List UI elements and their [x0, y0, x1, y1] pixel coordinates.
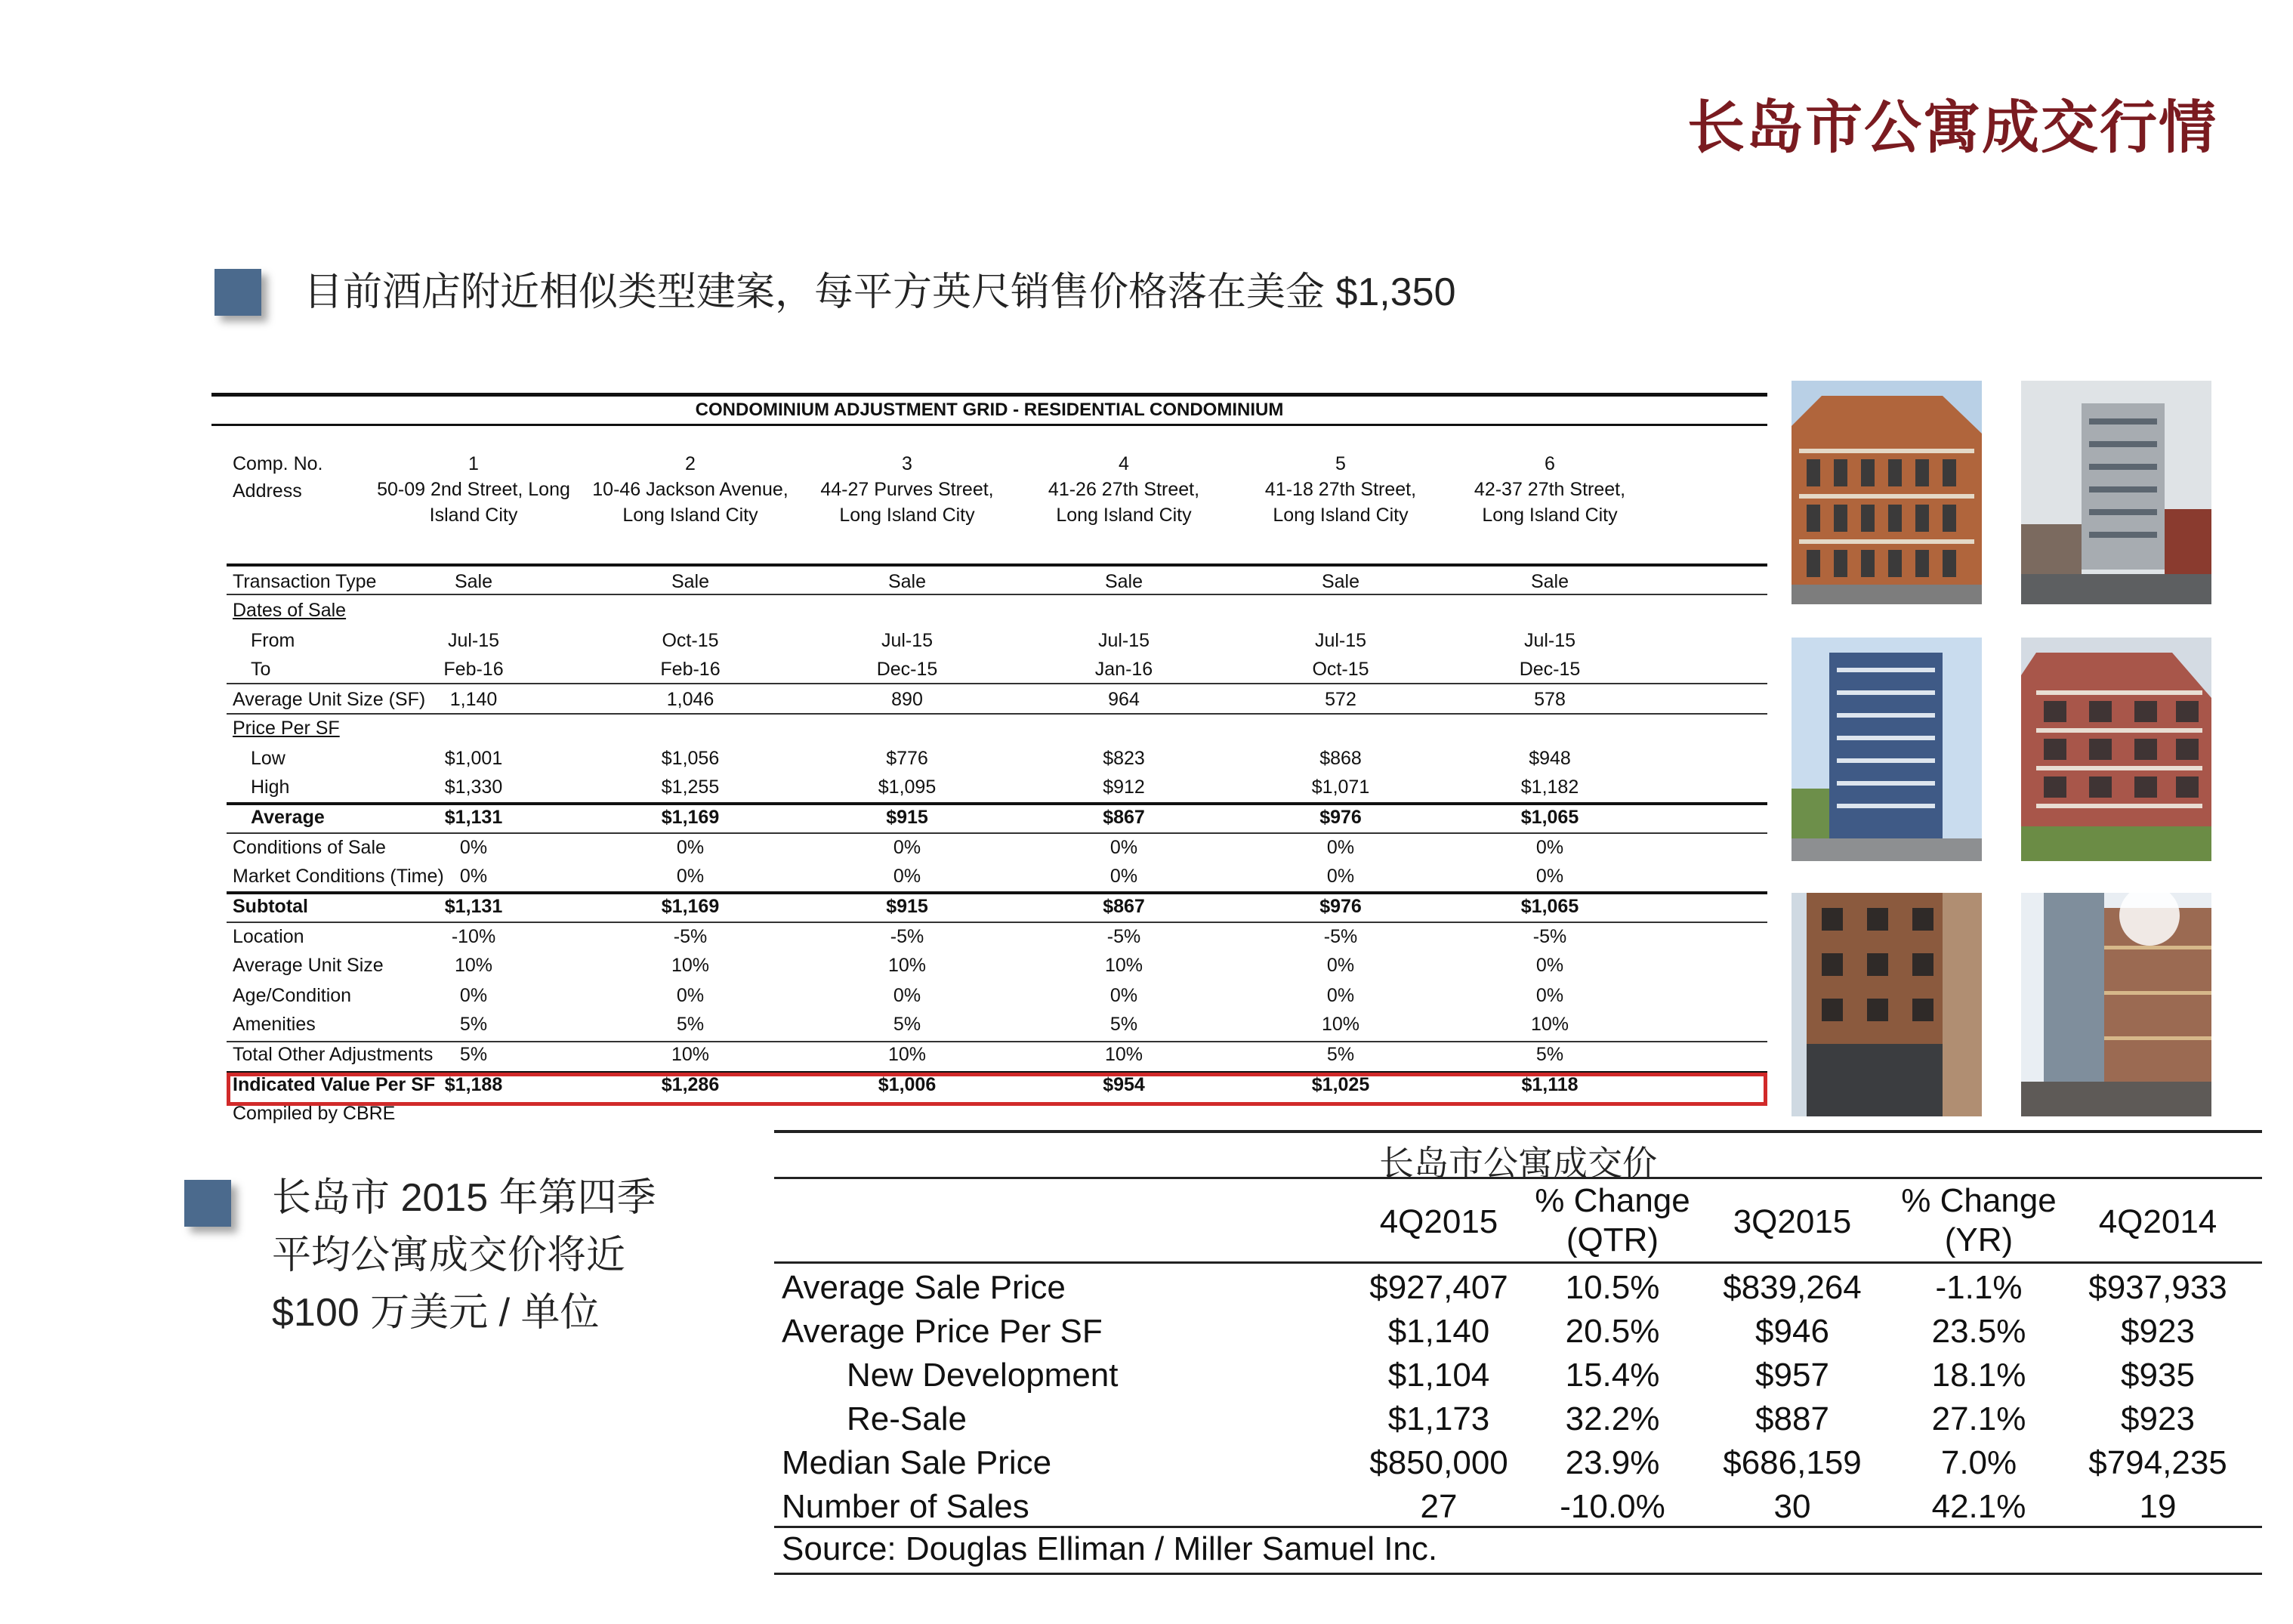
comp-3-amen: 5%: [893, 1014, 921, 1035]
row-label-from: From: [251, 630, 295, 651]
row-label-to: To: [251, 659, 271, 680]
header-3q2015: 3Q2015: [1733, 1203, 1852, 1240]
lic-sales-table: [774, 1130, 2262, 1576]
comp-2-from: Oct-15: [662, 630, 719, 651]
comp-6-no: 6: [1545, 453, 1555, 474]
comp-3-type: Sale: [887, 571, 927, 592]
lic-cell: $957: [1755, 1357, 1829, 1394]
comp-1-type: Sale: [454, 571, 493, 592]
comp-4-amen: 5%: [1109, 1014, 1138, 1035]
comp-3-size: 890: [891, 689, 923, 710]
row-label-size: Average Unit Size (SF): [233, 689, 426, 710]
comp-6-aus: 0%: [1535, 955, 1564, 976]
comp-5-ind: $1,025: [1311, 1074, 1370, 1095]
comp-4-from: Jul-15: [1097, 630, 1150, 651]
comp-6-mkt: 0%: [1535, 866, 1564, 887]
comp-5-amen: 10%: [1321, 1014, 1360, 1035]
comp-4-toa: 10%: [1104, 1044, 1143, 1065]
source-note: Source: Douglas Elliman / Miller Samuel Inc.: [782, 1530, 1438, 1567]
comp-2-aus: 10%: [671, 955, 710, 976]
lic-cell: -1.1%: [1935, 1269, 2023, 1306]
comp-3-loc: -5%: [890, 926, 924, 947]
building-photo-5: [1792, 893, 1982, 1116]
lic-row-label: Number of Sales: [782, 1488, 1029, 1525]
lic-cell: 27: [1420, 1488, 1458, 1525]
lic-cell: 7.0%: [1940, 1444, 2017, 1481]
comp-1-addr2: Island City: [429, 505, 518, 526]
comp-6-to: Dec-15: [1519, 659, 1581, 680]
comp-4-to: Jan-16: [1094, 659, 1153, 680]
divider: [227, 1041, 1767, 1042]
bullet-text-price: 目前酒店附近相似类型建案，每平方英尺销售价格落在美金 $1,350: [304, 270, 1456, 314]
comp-4-aus: 10%: [1104, 955, 1143, 976]
comp-6-size: 578: [1534, 689, 1566, 710]
comp-5-size: 572: [1325, 689, 1356, 710]
lic-cell: $1,140: [1387, 1313, 1490, 1350]
comp-1-ind: $1,188: [444, 1074, 503, 1095]
bullet-text-avg-price: 长岛市 2015 年第四季平均公寓成交价将近 $100 万美元 / 单位: [272, 1176, 656, 1335]
comp-3-addr2: Long Island City: [839, 505, 975, 526]
comp-3-toa: 10%: [887, 1044, 927, 1065]
lic-cell: $946: [1755, 1313, 1829, 1350]
comp-2-sub: $1,169: [661, 896, 720, 917]
comp-5-toa: 5%: [1326, 1044, 1355, 1065]
comp-6-amen: 10%: [1530, 1014, 1569, 1035]
divider: [227, 683, 1767, 684]
row-label-compiled: Compiled by CBRE: [233, 1103, 396, 1124]
lic-cell: $937,933: [2088, 1269, 2227, 1306]
row-label-type: Transaction Type: [233, 571, 377, 592]
lic-row-label: Average Price Per SF: [782, 1313, 1103, 1350]
comp-4-sub: $867: [1103, 896, 1145, 917]
lic-row-label: Re-Sale: [847, 1400, 967, 1437]
comp-1-no: 1: [468, 453, 479, 474]
comp-6-cond: 0%: [1535, 837, 1564, 858]
comp-1-size: 1,140: [449, 689, 498, 710]
divider: [774, 1177, 2262, 1179]
comp-6-avg: $1,065: [1520, 807, 1579, 828]
lic-cell: $1,104: [1387, 1357, 1490, 1394]
comp-2-cond: 0%: [676, 837, 705, 858]
comp-3-cond: 0%: [893, 837, 921, 858]
comp-2-addr1: 10-46 Jackson Avenue,: [592, 479, 789, 500]
condominium-adjustment-grid: [211, 393, 1767, 1124]
comp-5-loc: -5%: [1323, 926, 1358, 947]
comp-1-age: 0%: [459, 985, 488, 1006]
divider: [227, 922, 1767, 923]
row-label-high: High: [251, 776, 290, 798]
comp-2-size: 1,046: [666, 689, 714, 710]
comp-4-addr1: 41-26 27th Street,: [1048, 479, 1200, 500]
comp-3-low: $776: [886, 748, 928, 769]
lic-cell: 20.5%: [1565, 1313, 1660, 1350]
comp-2-mkt: 0%: [676, 866, 705, 887]
comp-5-mkt: 0%: [1326, 866, 1355, 887]
comp-6-addr2: Long Island City: [1482, 505, 1618, 526]
comp-5-sub: $976: [1319, 896, 1362, 917]
lic-cell: $839,264: [1723, 1269, 1862, 1306]
row-label-low: Low: [251, 748, 285, 769]
comp-2-ind: $1,286: [661, 1074, 720, 1095]
comp-5-aus: 0%: [1326, 955, 1355, 976]
comp-1-mkt: 0%: [459, 866, 488, 887]
row-label-ppsf: Price Per SF: [233, 718, 340, 739]
comp-3-no: 3: [902, 453, 912, 474]
divider: [227, 891, 1767, 894]
divider: [227, 713, 1767, 715]
comp-6-low: $948: [1529, 748, 1571, 769]
divider: [774, 1573, 2262, 1575]
comp-5-no: 5: [1335, 453, 1346, 474]
lic-cell: 42.1%: [1931, 1488, 2026, 1525]
lic-cell: 32.2%: [1565, 1400, 1660, 1437]
divider: [774, 1130, 2262, 1133]
divider: [227, 832, 1767, 834]
comp-4-ind: $954: [1103, 1074, 1145, 1095]
lic-row-label: Average Sale Price: [782, 1269, 1066, 1306]
comp-4-age: 0%: [1109, 985, 1138, 1006]
header-4q2015: 4Q2015: [1379, 1203, 1498, 1240]
lic-cell: $686,159: [1723, 1444, 1862, 1481]
lic-cell: 23.5%: [1931, 1313, 2026, 1350]
address-label: Address: [233, 480, 302, 502]
building-photo-1: [1792, 381, 1982, 604]
comp-2-loc: -5%: [673, 926, 708, 947]
comp-6-age: 0%: [1535, 985, 1564, 1006]
comp-6-addr1: 42-37 27th Street,: [1474, 479, 1626, 500]
comp-no-label: Comp. No.: [233, 453, 323, 474]
lic-cell: $1,173: [1387, 1400, 1490, 1437]
lic-cell: $923: [2121, 1313, 2195, 1350]
comp-3-from: Jul-15: [881, 630, 934, 651]
lic-cell: 30: [1773, 1488, 1811, 1525]
comp-1-amen: 5%: [459, 1014, 488, 1035]
building-photo-3: [1792, 638, 1982, 861]
comp-5-to: Oct-15: [1312, 659, 1369, 680]
comp-4-cond: 0%: [1109, 837, 1138, 858]
comp-6-toa: 5%: [1535, 1044, 1564, 1065]
row-label-avg: Average: [251, 807, 325, 828]
comp-3-aus: 10%: [887, 955, 927, 976]
divider: [774, 1261, 2262, 1264]
row-label-dates: Dates of Sale: [233, 600, 347, 621]
comp-5-low: $868: [1319, 748, 1362, 769]
grid-title: CONDOMINIUM ADJUSTMENT GRID - RESIDENTIAL CONDOMINIUM: [211, 393, 1767, 426]
comp-1-toa: 5%: [459, 1044, 488, 1065]
header-change-yr: % Change (YR): [1901, 1182, 2057, 1258]
row-label-cond: Conditions of Sale: [233, 837, 386, 858]
comp-2-low: $1,056: [661, 748, 720, 769]
row-label-aus: Average Unit Size: [233, 955, 384, 976]
comp-5-avg: $976: [1319, 807, 1362, 828]
comp-3-sub: $915: [886, 896, 928, 917]
row-label-ind: Indicated Value Per SF: [233, 1074, 436, 1095]
comp-5-addr1: 41-18 27th Street,: [1264, 479, 1417, 500]
lic-cell: 27.1%: [1931, 1400, 2026, 1437]
lic-cell: 10.5%: [1565, 1269, 1660, 1306]
comp-1-cond: 0%: [459, 837, 488, 858]
header-4q2014: 4Q2014: [2098, 1203, 2217, 1240]
building-photo-6: [2021, 893, 2211, 1116]
row-label-amen: Amenities: [233, 1014, 316, 1035]
lic-cell: 23.9%: [1565, 1444, 1660, 1481]
lic-row-label: Median Sale Price: [782, 1444, 1052, 1481]
comp-5-cond: 0%: [1326, 837, 1355, 858]
comp-1-sub: $1,131: [444, 896, 503, 917]
lic-cell: $927,407: [1369, 1269, 1508, 1306]
divider: [227, 563, 1767, 567]
row-label-sub: Subtotal: [233, 896, 308, 917]
lic-table-title: 长岛市公寓成交价: [1379, 1144, 1657, 1183]
comp-4-loc: -5%: [1106, 926, 1141, 947]
divider: [227, 802, 1767, 805]
comp-1-high: $1,330: [444, 776, 503, 798]
row-label-mkt: Market Conditions (Time): [233, 866, 444, 887]
lic-cell: 19: [2139, 1488, 2177, 1525]
building-photo-2: [2021, 381, 2211, 604]
comp-2-high: $1,255: [661, 776, 720, 798]
comp-5-type: Sale: [1321, 571, 1360, 592]
comp-2-toa: 10%: [671, 1044, 710, 1065]
comp-1-addr1: 50-09 2nd Street, Long: [377, 479, 570, 500]
lic-row-label: New Development: [847, 1357, 1119, 1394]
comp-4-high: $912: [1103, 776, 1145, 798]
comp-6-ind: $1,118: [1521, 1074, 1579, 1095]
comp-4-addr2: Long Island City: [1056, 505, 1192, 526]
page-title: 长岛市公寓成交行情: [1687, 96, 2217, 160]
comp-6-sub: $1,065: [1520, 896, 1579, 917]
comp-5-age: 0%: [1326, 985, 1355, 1006]
lic-cell: $794,235: [2088, 1444, 2227, 1481]
header-change-qtr: % Change (QTR): [1535, 1182, 1690, 1258]
comp-2-amen: 5%: [676, 1014, 705, 1035]
row-label-toa: Total Other Adjustments: [233, 1044, 434, 1065]
comp-6-loc: -5%: [1532, 926, 1567, 947]
comp-3-addr1: 44-27 Purves Street,: [820, 479, 994, 500]
comp-3-ind: $1,006: [878, 1074, 937, 1095]
comp-4-avg: $867: [1103, 807, 1145, 828]
lic-cell: $850,000: [1369, 1444, 1508, 1481]
comp-5-addr2: Long Island City: [1273, 505, 1409, 526]
comp-2-addr2: Long Island City: [622, 505, 758, 526]
lic-cell: 18.1%: [1931, 1357, 2026, 1394]
comp-1-avg: $1,131: [444, 807, 503, 828]
comp-1-to: Feb-16: [443, 659, 504, 680]
comp-2-to: Feb-16: [660, 659, 721, 680]
comp-4-no: 4: [1119, 453, 1129, 474]
row-label-age: Age/Condition: [233, 985, 352, 1006]
building-photo-4: [2021, 638, 2211, 861]
indicated-value-highlight: [227, 1073, 1767, 1106]
comp-6-from: Jul-15: [1523, 630, 1576, 651]
lic-cell: $923: [2121, 1400, 2195, 1437]
lic-cell: $935: [2121, 1357, 2195, 1394]
row-label-loc: Location: [233, 926, 304, 947]
comp-4-low: $823: [1103, 748, 1145, 769]
lic-cell: -10.0%: [1560, 1488, 1665, 1525]
comp-3-high: $1,095: [878, 776, 937, 798]
comp-1-loc: -10%: [451, 926, 496, 947]
comp-3-avg: $915: [886, 807, 928, 828]
comp-1-aus: 10%: [454, 955, 493, 976]
comp-5-high: $1,071: [1311, 776, 1370, 798]
comp-2-age: 0%: [676, 985, 705, 1006]
bullet-square: [214, 269, 261, 316]
lic-cell: $887: [1755, 1400, 1829, 1437]
comp-1-from: Jul-15: [447, 630, 500, 651]
comp-4-size: 964: [1108, 689, 1140, 710]
comp-2-type: Sale: [671, 571, 710, 592]
comp-6-high: $1,182: [1520, 776, 1579, 798]
comp-4-mkt: 0%: [1109, 866, 1138, 887]
divider: [774, 1526, 2262, 1528]
comp-5-from: Jul-15: [1314, 630, 1367, 651]
comp-3-to: Dec-15: [876, 659, 938, 680]
comp-1-low: $1,001: [444, 748, 503, 769]
comp-3-age: 0%: [893, 985, 921, 1006]
comp-4-type: Sale: [1104, 571, 1143, 592]
bullet-square: [184, 1180, 231, 1227]
comp-2-avg: $1,169: [661, 807, 720, 828]
comp-3-mkt: 0%: [893, 866, 921, 887]
lic-cell: 15.4%: [1565, 1357, 1660, 1394]
comp-6-type: Sale: [1530, 571, 1569, 592]
divider: [227, 594, 1767, 595]
comp-2-no: 2: [685, 453, 696, 474]
